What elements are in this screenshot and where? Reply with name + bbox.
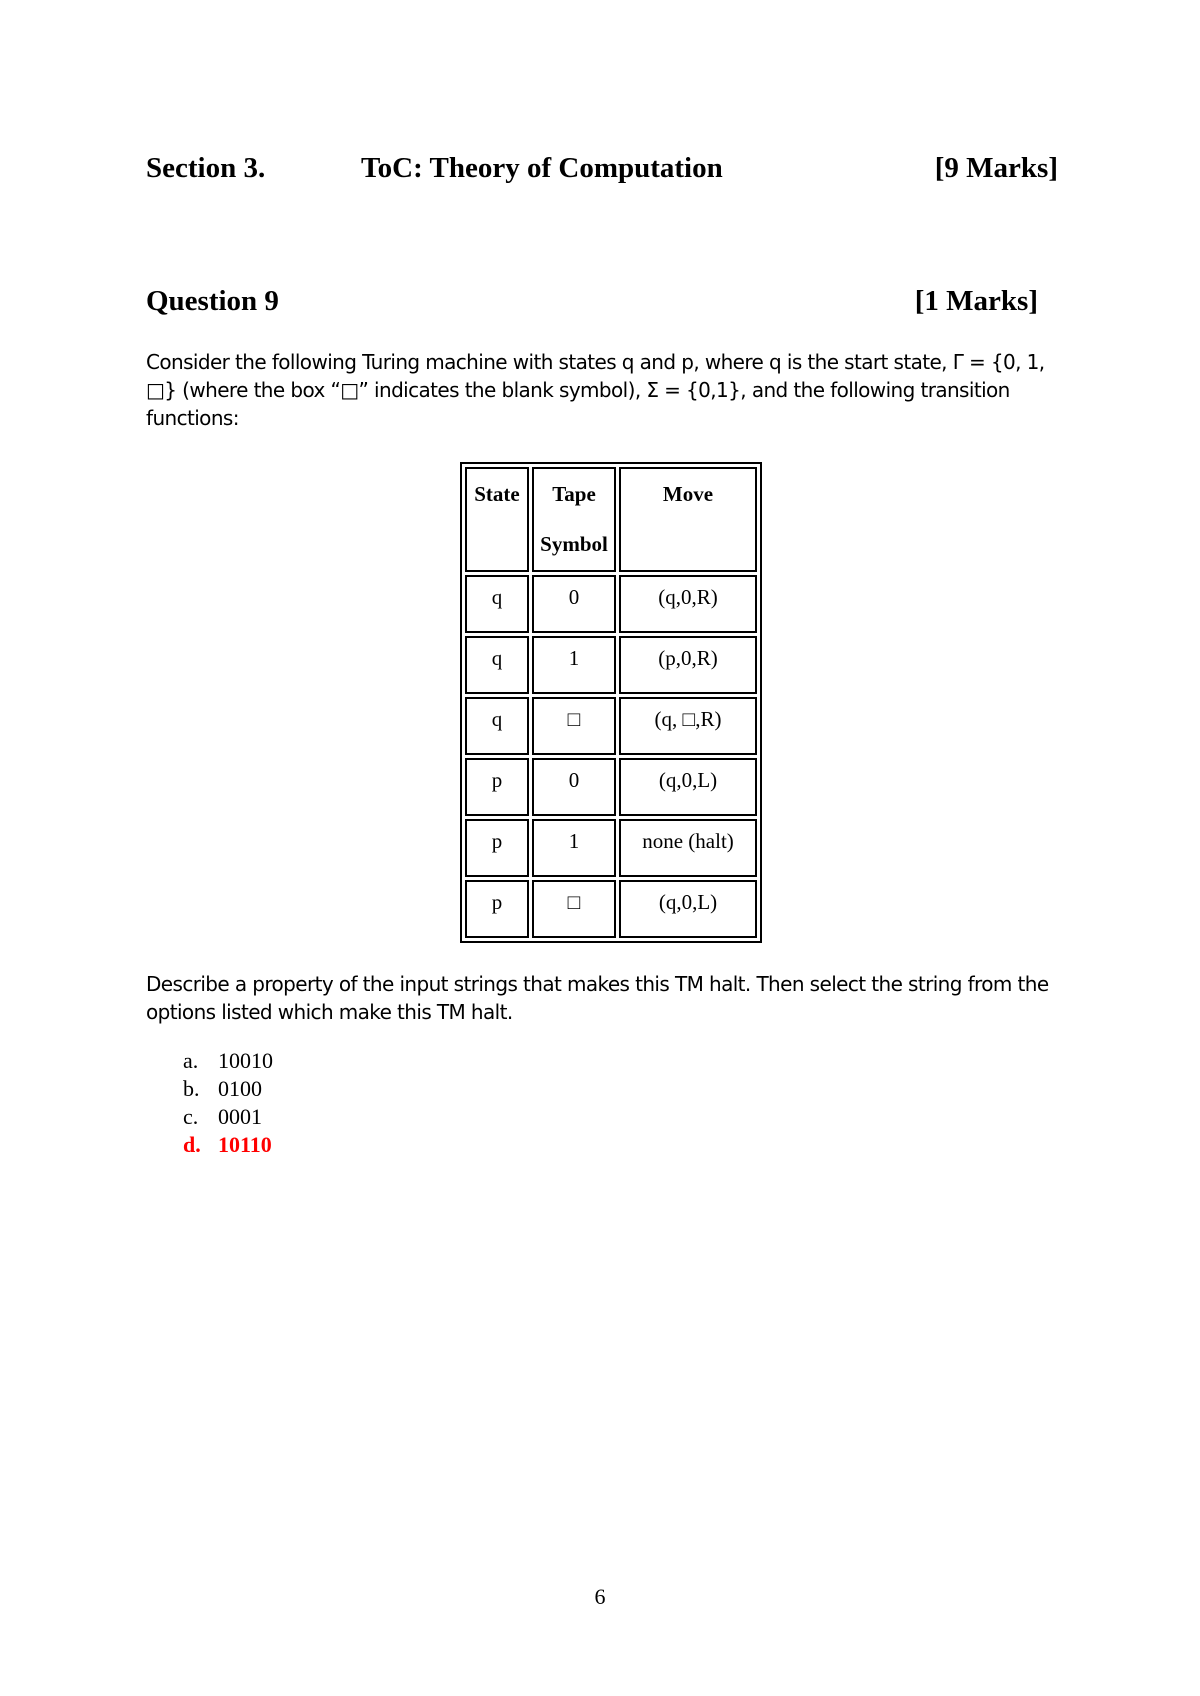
cell-symbol: 1 [532, 636, 616, 694]
table-header-row [465, 467, 757, 572]
option-value: 10110 [218, 1132, 272, 1157]
cell-move: none (halt) [619, 819, 757, 877]
cell-symbol: □ [532, 880, 616, 938]
option-b [183, 1075, 273, 1103]
question-intro [146, 348, 1066, 432]
cell-state: p [465, 758, 529, 816]
cell-state: p [465, 880, 529, 938]
transition-table [460, 462, 762, 943]
header-state: State [465, 467, 529, 572]
question-label: Question 9 [146, 285, 279, 317]
option-letter: c. [183, 1104, 199, 1129]
section-label: Section 3. [146, 152, 266, 184]
cell-symbol: 0 [532, 758, 616, 816]
intro-text: Consider the following Turing machine with states q and p, where q is the start state, Γ = {0, 1, □} (where the box “□” indicates the blank symbol), Σ = {0,1}, and the following transition functions: [146, 350, 1045, 430]
table-row [465, 819, 757, 877]
cell-move: (p,0,R) [619, 636, 757, 694]
prompt-text: Describe a property of the input strings that makes this TM halt. Then select the string from the options listed which make this TM halt. [146, 972, 1049, 1024]
cell-move: (q,0,R) [619, 575, 757, 633]
cell-state: p [465, 819, 529, 877]
cell-state: q [465, 697, 529, 755]
cell-move: (q,0,L) [619, 758, 757, 816]
option-letter: d. [183, 1132, 201, 1157]
option-value: 10010 [218, 1048, 273, 1073]
question-heading [146, 281, 1038, 321]
header-tape-symbol [532, 467, 616, 572]
section-title: ToC: Theory of Computation [361, 152, 723, 184]
option-c [183, 1103, 273, 1131]
table-row [465, 575, 757, 633]
cell-symbol: 1 [532, 819, 616, 877]
option-value: 0100 [218, 1076, 262, 1101]
header-move: Move [619, 467, 757, 572]
cell-move: (q,0,L) [619, 880, 757, 938]
option-d-correct [183, 1131, 273, 1159]
cell-symbol: □ [532, 697, 616, 755]
header-tape-symbol-line1: Tape [552, 482, 596, 506]
table-row [465, 697, 757, 755]
section-heading [146, 148, 1058, 188]
table-row [465, 758, 757, 816]
option-letter: b. [183, 1076, 200, 1101]
section-marks: [9 Marks] [934, 152, 1058, 184]
page-number: 6 [594, 1584, 606, 1609]
cell-state: q [465, 636, 529, 694]
cell-state: q [465, 575, 529, 633]
option-value: 0001 [218, 1104, 262, 1129]
answer-options [183, 1047, 273, 1159]
table-row [465, 880, 757, 938]
question-prompt [146, 970, 1066, 1026]
question-marks: [1 Marks] [914, 285, 1038, 317]
header-tape-symbol-line2: Symbol [540, 532, 608, 556]
table-row [465, 636, 757, 694]
cell-move: (q, □,R) [619, 697, 757, 755]
option-letter: a. [183, 1048, 199, 1073]
option-a [183, 1047, 273, 1075]
cell-symbol: 0 [532, 575, 616, 633]
